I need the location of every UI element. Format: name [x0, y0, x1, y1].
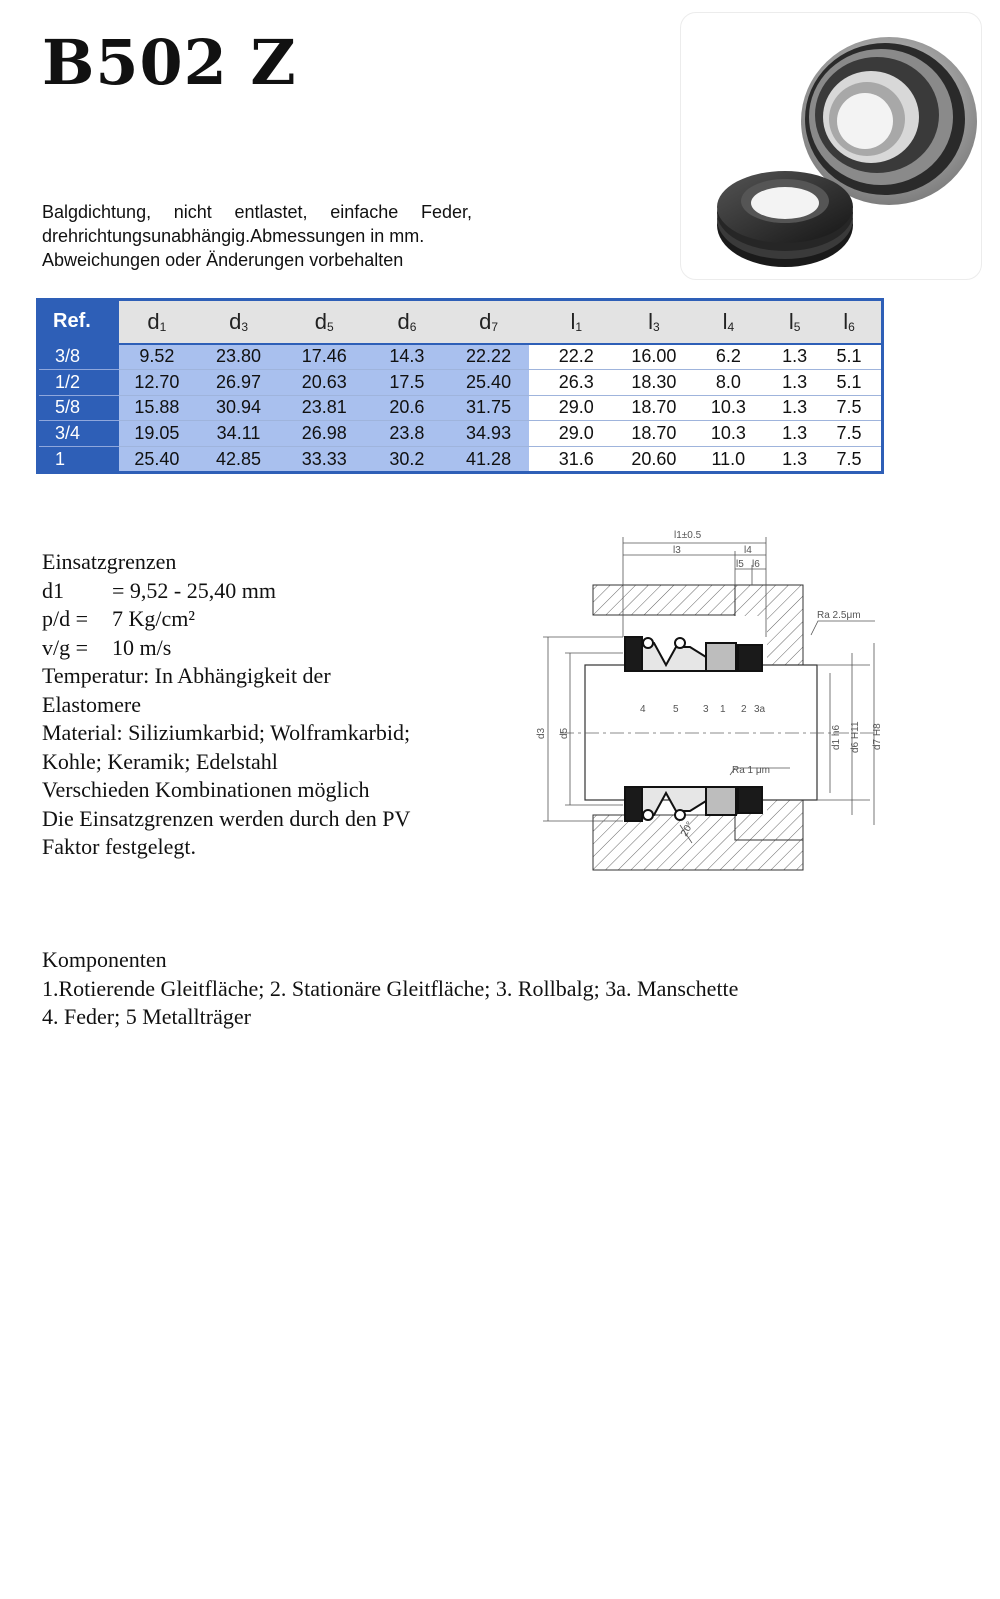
table-cell: 25.40 [448, 369, 530, 395]
table-cell-ref: 5/8 [38, 395, 120, 421]
table-cell: 1.3 [772, 395, 817, 421]
table-cell: 12.70 [119, 369, 195, 395]
table-cell: 29.0 [529, 395, 623, 421]
pv-note-line-2: Faktor festgelegt. [42, 834, 196, 859]
limit-speed-label: v/g = [42, 634, 89, 660]
table-cell: 6.2 [684, 344, 772, 370]
limit-speed [42, 634, 492, 663]
table-cell: 33.33 [282, 447, 366, 473]
table-cell: 23.8 [366, 421, 448, 447]
table-cell: 10.3 [684, 421, 772, 447]
technical-drawing [530, 525, 890, 875]
column-header-l3: $l_3$ [623, 300, 684, 344]
dim-l4-label: l4 [744, 545, 752, 556]
material-line-2: Kohle; Keramik; Edelstahl [42, 748, 278, 774]
material-line-1: Material: Siliziumkarbid; Wolframkarbid; [42, 720, 411, 745]
table-cell: 34.11 [195, 421, 283, 447]
part-label-2: 2 [741, 704, 747, 715]
table-cell: 26.97 [195, 369, 283, 395]
components-line-1: 1.Rotierende Gleitfläche; 2. Stationäre Gleitfläche; 3. Rollbalg; 3a. Manschette [42, 975, 739, 1001]
table-cell-ref: 1 [38, 447, 120, 473]
part-label-4: 4 [640, 704, 646, 715]
components-line-2: 4. Feder; 5 Metallträger [42, 1004, 251, 1029]
table-cell: 41.28 [448, 447, 530, 473]
intro-line-3: Abweichungen oder Änderungen vorbehalten [42, 250, 404, 270]
pv-note-line-1: Die Einsatzgrenzen werden durch den PV [42, 805, 411, 831]
column-header-l6: $l_6$ [817, 300, 882, 344]
table-cell: 1.3 [772, 369, 817, 395]
table-cell-ref: 1/2 [38, 369, 120, 395]
table-cell: 10.3 [684, 395, 772, 421]
dim-d3-label: d3 [536, 727, 547, 739]
part-label-3a: 3a [754, 704, 766, 715]
product-title: B502 Z [42, 26, 297, 99]
table-cell: 1.3 [772, 344, 817, 370]
table-cell: 14.3 [366, 344, 448, 370]
limit-temperature-line-2: Elastomere [42, 691, 141, 717]
limit-pressure-value: 7 Kg/cm² [112, 606, 195, 631]
table-cell-ref: 3/4 [38, 421, 120, 447]
table-row [38, 447, 883, 473]
table-cell: 23.80 [195, 344, 283, 370]
dim-l1-label: l1±0.5 [674, 530, 702, 541]
seat-ring-graphic [717, 171, 853, 267]
limit-pressure [42, 605, 492, 634]
table-cell: 18.70 [623, 421, 684, 447]
dim-l6-label: l6 [752, 559, 760, 570]
column-header-d3: $d_3$ [195, 300, 283, 344]
table-cell: 16.00 [623, 344, 684, 370]
table-cell: 18.70 [623, 395, 684, 421]
table-cell: 15.88 [119, 395, 195, 421]
intro-text [42, 200, 472, 272]
table-header-row [38, 300, 883, 344]
table-cell: 23.81 [282, 395, 366, 421]
table-cell: 22.22 [448, 344, 530, 370]
table-cell: 5.1 [817, 369, 882, 395]
shaft [585, 665, 817, 800]
table-cell: 7.5 [817, 395, 882, 421]
table-cell: 30.2 [366, 447, 448, 473]
column-header-d5: $d_5$ [282, 300, 366, 344]
column-header-d7: $d_7$ [448, 300, 530, 344]
column-header-l5: $l_5$ [772, 300, 817, 344]
table-row [38, 369, 883, 395]
table-cell: 19.05 [119, 421, 195, 447]
table-cell: 31.75 [448, 395, 530, 421]
table-cell: 9.52 [119, 344, 195, 370]
dim-d5-label: d5 [559, 727, 570, 739]
components-heading: Komponenten [42, 947, 167, 972]
limit-d1 [42, 577, 492, 606]
dim-l5-label: l5 [736, 559, 744, 570]
combination-note: Verschieden Kombinationen möglich [42, 777, 370, 802]
intro-line-1: Balgdichtung, nicht entlastet, einfache Feder, [42, 202, 472, 222]
table-cell: 11.0 [684, 447, 772, 473]
part-label-1: 1 [720, 704, 726, 715]
limit-d1-value: = 9,52 - 25,40 mm [112, 577, 276, 603]
column-header-d1: $d_1$ [119, 300, 195, 344]
table-cell: 5.1 [817, 344, 882, 370]
part-label-5: 5 [673, 704, 679, 715]
table-cell: 26.3 [529, 369, 623, 395]
ra-bottom-label: Ra 1 μm [732, 765, 770, 776]
table-cell: 17.5 [366, 369, 448, 395]
table-cell: 20.6 [366, 395, 448, 421]
table-cell: 42.85 [195, 447, 283, 473]
table-cell: 25.40 [119, 447, 195, 473]
limit-pressure-label: p/d = [42, 606, 89, 631]
table-cell: 1.3 [772, 421, 817, 447]
column-header-l1: $l_1$ [529, 300, 623, 344]
table-row [38, 344, 883, 370]
table-cell: 29.0 [529, 421, 623, 447]
components-section [42, 946, 942, 1032]
dim-d1-label: d1 h6 [831, 724, 842, 750]
limits-heading: Einsatzgrenzen [42, 549, 177, 574]
table-cell: 22.2 [529, 344, 623, 370]
limit-temperature-line-1: Temperatur: In Abhängigkeit der [42, 663, 331, 688]
table-cell: 31.6 [529, 447, 623, 473]
dim-d6-label: d6 H11 [850, 721, 861, 753]
part-label-3: 3 [703, 704, 709, 715]
table-cell: 26.98 [282, 421, 366, 447]
table-cell: 7.5 [817, 421, 882, 447]
table-row [38, 421, 883, 447]
column-header-d6: $d_6$ [366, 300, 448, 344]
table-cell: 20.60 [623, 447, 684, 473]
operating-limits [42, 548, 492, 862]
table-row [38, 395, 883, 421]
column-header-ref: Ref. [38, 300, 120, 344]
table-cell: 30.94 [195, 395, 283, 421]
column-header-l4: $l_4$ [684, 300, 772, 344]
table-cell: 8.0 [684, 369, 772, 395]
angle-label: 20° [679, 819, 697, 839]
table-cell: 7.5 [817, 447, 882, 473]
limit-d1-label: d1 [42, 577, 64, 603]
dim-d7-label: d7 H8 [872, 723, 883, 750]
table-cell: 20.63 [282, 369, 366, 395]
dimensions-table [36, 298, 884, 474]
dim-l3-label: l3 [673, 545, 681, 556]
table-cell: 34.93 [448, 421, 530, 447]
table-cell-ref: 3/8 [38, 344, 120, 370]
table-cell: 18.30 [623, 369, 684, 395]
intro-line-2: drehrichtungsunabhängig.Abmessungen in mm. [42, 226, 425, 246]
limit-speed-value: 10 m/s [112, 634, 172, 660]
table-cell: 1.3 [772, 447, 817, 473]
product-photo [680, 12, 982, 280]
table-cell: 17.46 [282, 344, 366, 370]
ra-top-label: Ra 2.5μm [817, 610, 861, 621]
